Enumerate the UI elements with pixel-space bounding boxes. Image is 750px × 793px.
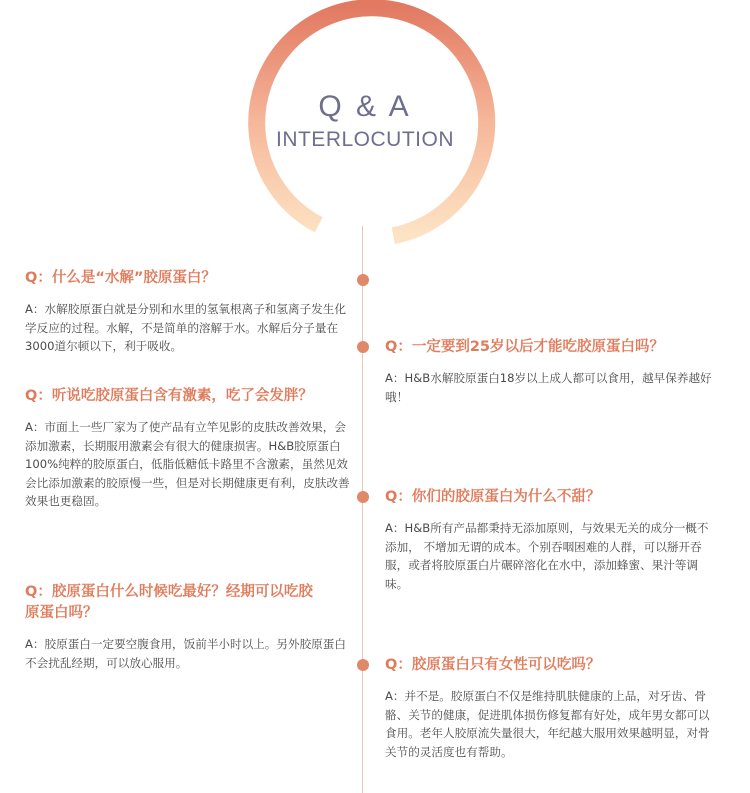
answer-text: A：H&B水解胶原蛋白18岁以上成人都可以食用，越早保养越好哦！: [385, 371, 712, 404]
answer-text: A：并不是。胶原蛋白不仅是维持肌肤健康的上品，对牙齿、骨骼、关节的健康，促进肌体损伤修复都有好处，成年男女都可以食用。老年人胶原流失量很大，年纪越大服用效果越明显，对骨关节的灵活度也有帮助。: [385, 689, 710, 759]
question-heading: Q：什么是“水解”胶原蛋白？: [25, 270, 216, 286]
page-subtitle: INTERLOCUTION: [275, 128, 454, 151]
question-heading: Q：你们的胶原蛋白为什么不甜？: [385, 489, 601, 505]
timeline-dot: [357, 341, 369, 353]
decorative-ring: [0, 0, 750, 250]
qa-item: [25, 268, 350, 356]
timeline-dot: [357, 659, 369, 671]
qa-item: [385, 337, 715, 406]
question-heading: Q：胶原蛋白只有女性可以吃吗？: [385, 657, 601, 673]
question-heading: Q：听说吃胶原蛋白含有激素，吃了会发胖？: [25, 388, 313, 404]
qa-item: [385, 487, 715, 593]
question-heading: Q：胶原蛋白什么时候吃最好？经期可以吃胶原蛋白吗？: [25, 584, 313, 621]
timeline-line: [362, 226, 363, 793]
answer-text: A：H&B所有产品都秉持无添加原则，与效果无关的成分一概不添加， 不增加无谓的成本。个别吞咽困难的人群，可以掰开吞服，或者将胶原蛋白片碾碎溶化在水中，添加蜂蜜、果汁等调味。: [385, 521, 709, 591]
question-heading: Q：一定要到25岁以后才能吃胶原蛋白吗？: [385, 339, 665, 355]
qa-item: [385, 655, 715, 761]
answer-text: A：水解胶原蛋白就是分别和水里的氢氧根离子和氢离子发生化学反应的过程。水解，不是简单的溶解于水。水解后分子量在3000道尔顿以下，利于吸收。: [25, 302, 346, 354]
qa-item: [25, 386, 350, 511]
timeline-dot: [357, 274, 369, 286]
qa-item: [25, 582, 346, 672]
page-title: Q & A: [318, 90, 412, 123]
answer-text: A：市面上一些厂家为了使产品有立竿见影的皮肤改善效果，会添加激素，长期服用激素会有很大的健康损害。H&B胶原蛋白100%纯粹的胶原蛋白，低脂低糖低卡路里不含激素，虽然见效会比添加激素的胶原慢一些，但是对长期健康更有利，皮肤改善效果也更稳固。: [25, 420, 350, 509]
answer-text: A：胶原蛋白一定要空腹食用，饭前半小时以上。另外胶原蛋白不会扰乱经期，可以放心服用。: [25, 637, 346, 670]
timeline-dot: [357, 491, 369, 503]
